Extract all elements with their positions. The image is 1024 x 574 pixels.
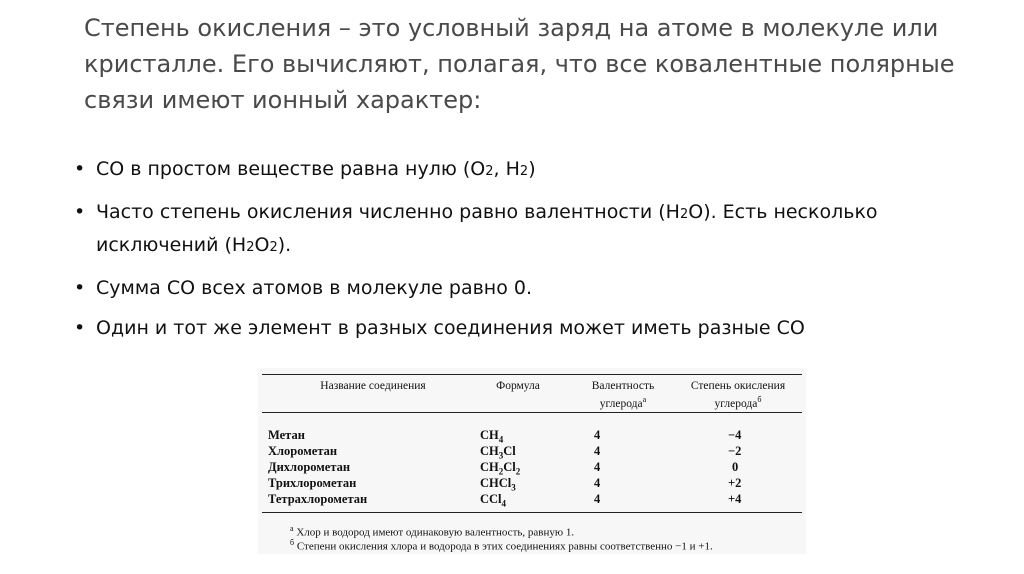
valence-value: 4 — [594, 444, 601, 458]
bullet-list — [74, 154, 974, 353]
compound-name: Тетрахлорометан — [268, 492, 368, 506]
bullet-item: • СО в простом веществе равна нулю (О2, Н2) — [74, 154, 974, 187]
compound-name: Трихлорометан — [268, 476, 357, 490]
header-oxidation: Степень окисления углерода$^б$ — [690, 380, 786, 410]
oxidation-value: 0 — [732, 460, 739, 474]
bullet-item: • Один и тот же элемент в разных соединения может иметь разные СО — [74, 313, 974, 343]
compound-formula: $CH_3Cl$ — [480, 444, 516, 461]
valence-value: 4 — [594, 460, 601, 474]
compound-formula: CHCl$_3$ — [480, 476, 516, 493]
table-top-rule — [262, 374, 802, 375]
table-header-rule — [262, 412, 802, 413]
oxidation-value: +2 — [728, 476, 742, 490]
valence-value: 4 — [594, 428, 601, 442]
compound-name: Хлорометан — [268, 444, 338, 458]
valence-value: 4 — [594, 476, 601, 490]
scanned-table — [258, 368, 806, 554]
compound-name: Метан — [268, 428, 305, 442]
header-valence: Валентность углерода$^а$ — [591, 380, 655, 410]
valence-value: 4 — [594, 492, 601, 506]
bullet-dot: • — [74, 158, 86, 180]
compound-formula: $CH_2Cl_2$ — [480, 460, 521, 477]
header-name: Название соединения — [320, 380, 426, 392]
footnote-a: $^а$ Хлор и водород имеют одинаковую валентность, равную 1. — [290, 524, 575, 539]
oxidation-value: −2 — [728, 444, 742, 458]
slide-title: Степень окисления – это условный заряд на атоме в молекуле или кристалле. Его вычисляют, полагая, что все ковалентные полярные связи имеют ионный характер: — [84, 14, 955, 114]
footnote-b: $^б$ Степени окисления хлора и водорода в этих соединениях равны соответственно −1 и +1. — [290, 538, 713, 553]
compound-formula: CCl$_4$ — [480, 492, 507, 509]
bullet-item: • Часто степень окисления численно равно валентности (Н2О). Есть несколько исключений (Н2О2). — [74, 197, 974, 263]
compound-formula: $CH_4$ — [480, 428, 504, 445]
table-bottom-rule — [262, 512, 802, 513]
bullet-item: • Сумма СО всех атомов в молекуле равно 0. — [74, 273, 974, 303]
oxidation-value: +4 — [728, 492, 742, 506]
bullet-dot: • — [74, 201, 86, 223]
compound-name: Дихлорометан — [268, 460, 351, 474]
bullet-dot: • — [74, 317, 86, 339]
oxidation-value: −4 — [728, 428, 742, 442]
header-formula: Формула — [496, 380, 540, 392]
bullet-dot: • — [74, 277, 86, 299]
